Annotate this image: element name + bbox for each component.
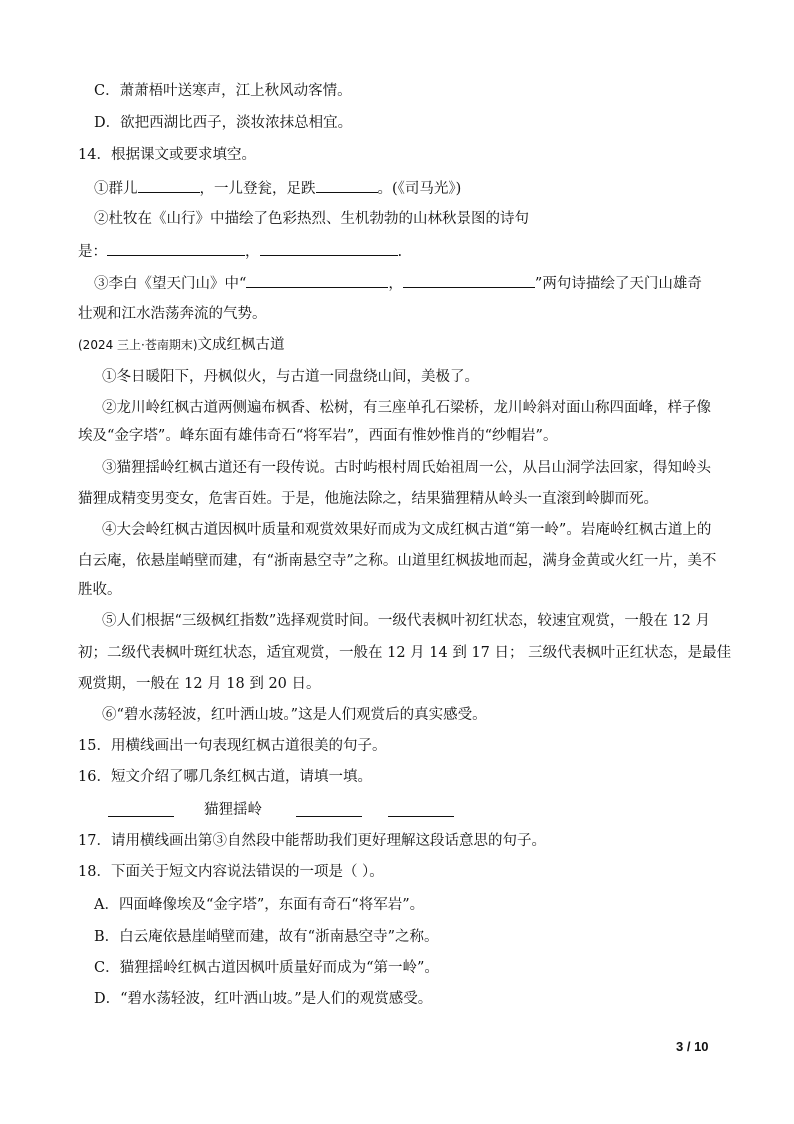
question-18-option-b[interactable]: B．白云庵依悬崖峭壁而建，故有“浙南悬空寺”之称。 bbox=[94, 929, 439, 945]
paragraph-2-line-1: ②龙川岭红枫古道两侧遍布枫香、松树，有三座单孔石梁桥，龙川岭斜对面山称四面峰，样子像 bbox=[102, 400, 711, 416]
question-14-item-3-line-2: 壮观和江水浩荡奔流的气势。 bbox=[78, 306, 267, 322]
paragraph-1: ①冬日暖阳下，丹枫似火，与古道一同盘绕山间，美极了。 bbox=[102, 369, 479, 385]
question-18-option-a[interactable]: A．四面峰像埃及“金字塔”，东面有奇石“将军岩”。 bbox=[94, 897, 425, 913]
answer-blank[interactable] bbox=[403, 272, 535, 288]
text: ， bbox=[388, 276, 403, 292]
answer-blank[interactable] bbox=[246, 272, 388, 288]
text: ①群儿 bbox=[94, 181, 138, 197]
passage-source: (2024 三上·苍南期末) bbox=[78, 338, 198, 352]
paragraph-4-line-1: ④大会岭红枫古道因枫叶质量和观赏效果好而成为文成红枫古道“第一岭”。岩庵岭红枫古道上的 bbox=[102, 522, 712, 538]
paragraph-3-line-2: 猫狸成精变男变女，危害百姓。于是，他施法除之，结果猫狸精从岭头一直滚到岭脚而死。 bbox=[78, 491, 658, 507]
text: ，一儿登瓮，足跌 bbox=[199, 181, 316, 197]
answer-blank[interactable] bbox=[138, 177, 200, 193]
question-18-option-d[interactable]: D．“碧水荡轻波，红叶洒山坡。”是人们的观赏感受。 bbox=[94, 991, 433, 1007]
option-c: C．萧萧梧叶送寒声，江上秋风动客情。 bbox=[94, 83, 352, 99]
option-d: D．欲把西湖比西子，淡妆浓抹总相宜。 bbox=[94, 115, 353, 131]
text: ③李白《望天门山》中“ bbox=[94, 276, 247, 292]
text: 是： bbox=[78, 244, 107, 260]
question-14-item-1 bbox=[94, 177, 461, 199]
question-14-title: 14．根据课文或要求填空。 bbox=[78, 147, 256, 163]
text: ”两句诗描绘了天门山雄奇 bbox=[534, 276, 702, 292]
fill-known-road: 猫狸揺岭 bbox=[204, 802, 262, 818]
paragraph-4-line-2: 白云庵，依悬崖峭壁而建，有“浙南悬空寺”之称。山道里红枫拔地而起，满身金黄或火红一片，美不 bbox=[78, 553, 717, 569]
question-18: 18．下面关于短文内容说法错误的一项是（ ）。 bbox=[78, 864, 384, 880]
answer-blank[interactable] bbox=[107, 240, 245, 256]
paragraph-3-line-1: ③猫狸揺岭红枫古道还有一段传说。古时屿根村周氏始祖周一公，从吕山洞学法回家，得知岭头 bbox=[102, 460, 711, 476]
text: . bbox=[397, 244, 403, 260]
answer-blank[interactable] bbox=[316, 177, 378, 193]
text: 。(《司马光》) bbox=[377, 181, 462, 197]
question-15: 15．用横线画出一句表现红枫古道很美的句子。 bbox=[78, 738, 387, 754]
question-16: 16．短文介绍了哪几条红枫古道，请填一填。 bbox=[78, 769, 372, 785]
answer-blank[interactable] bbox=[388, 816, 454, 817]
question-14-item-2-line-1: ②杜牧在《山行》中描绘了色彩热烈、生机勃勃的山林秋景图的诗句 bbox=[94, 211, 529, 227]
paragraph-5-line-1: ⑤人们根据“三级枫红指数”选择观赏时间。一级代表枫叶初红状态，较速宜观赏，一般在 12 月 bbox=[102, 613, 710, 629]
passage-header bbox=[78, 335, 285, 355]
question-18-option-c[interactable]: C．猫狸揺岭红枫古道因枫叶质量好而成为“第一岭”。 bbox=[94, 960, 439, 976]
paragraph-5-line-3: 观赏期，一般在 12 月 18 到 20 日。 bbox=[78, 676, 321, 692]
answer-blank[interactable] bbox=[260, 240, 398, 256]
answer-blank[interactable] bbox=[108, 816, 174, 817]
paragraph-2-line-2: 埃及“金字塔”。峰东面有雄伟奇石“将军岩”，西面有惟妙惟肖的“纱帽岩”。 bbox=[78, 428, 558, 444]
passage-title: 文成红枫古道 bbox=[197, 337, 285, 353]
text: ， bbox=[245, 244, 260, 260]
question-14-item-3-line-1 bbox=[94, 272, 702, 294]
paragraph-5-line-2: 初；二级代表枫叶斑红状态，适宜观赏，一般在 12 月 14 到 17 日； 三级代表枫叶正红状态，是最佳 bbox=[78, 645, 732, 661]
page-number: 3 / 10 bbox=[676, 1039, 709, 1054]
paragraph-6: ⑥“碧水荡轻波，红叶洒山坡。”这是人们观赏后的真实感受。 bbox=[102, 707, 487, 723]
paragraph-4-line-3: 胜收。 bbox=[78, 582, 122, 598]
answer-blank[interactable] bbox=[296, 816, 362, 817]
question-17: 17．请用横线画出第③自然段中能帮助我们更好理解这段话意思的句子。 bbox=[78, 833, 546, 849]
question-14-item-2-line-2 bbox=[78, 240, 402, 262]
question-16-fill-row bbox=[108, 798, 508, 822]
